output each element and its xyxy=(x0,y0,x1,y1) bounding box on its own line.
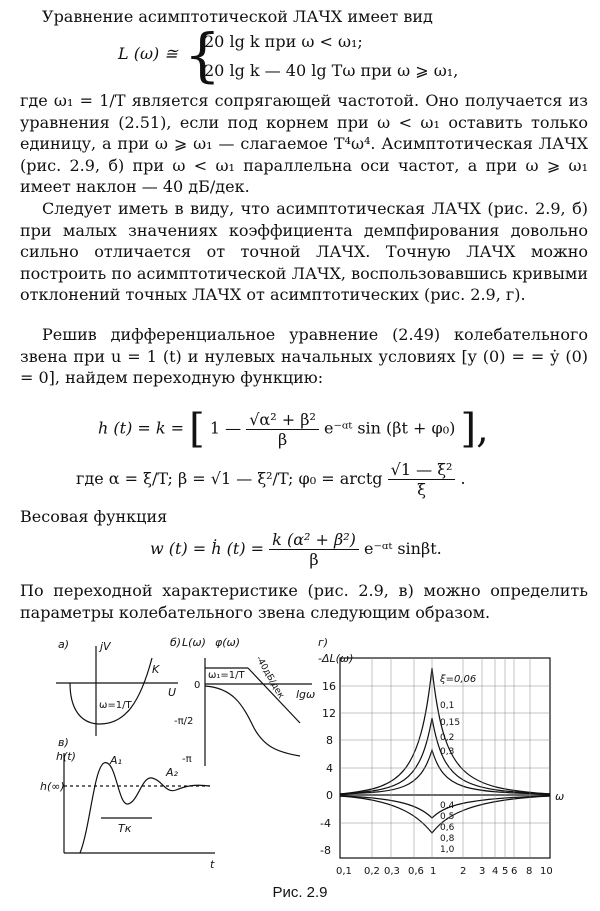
fig-g-xi-5: 0,4 xyxy=(440,801,455,811)
eq2-lhs: h (t) = k = xyxy=(98,418,185,438)
eq1-line2: 20 lg k — 40 lg Tω при ω ⩾ ω₁, xyxy=(204,61,459,80)
fig-g-axis-y: -ΔL(ω) xyxy=(318,652,354,665)
eq4-num: k (α² + β²) xyxy=(269,530,359,550)
fig-a-u: U xyxy=(168,686,177,699)
fig-g-xi-7: 0,6 xyxy=(440,823,455,833)
fig-g-xtick-1: 0,2 xyxy=(364,866,380,877)
fig-g-ytick-5: -4 xyxy=(320,817,331,830)
fig-g-xtick-4: 1 xyxy=(430,866,437,877)
fig-b-tick-0: 0 xyxy=(194,680,201,691)
eq4-fraction xyxy=(269,530,359,569)
eq3-fraction xyxy=(388,460,456,499)
fig-a-curve xyxy=(70,658,152,724)
fig-g-xtick-3: 0,6 xyxy=(408,866,424,877)
eq4-lhs: w (t) = ḣ (t) = xyxy=(150,539,265,558)
fig-v-a1: A₁ xyxy=(110,754,122,767)
eq2 xyxy=(98,406,489,452)
fig-g-xi-6: 0,5 xyxy=(440,812,455,822)
fig-b-phi: φ(ω) xyxy=(215,636,241,649)
fig-g-xi-8: 0,8 xyxy=(440,834,455,844)
para3: Решив дифференциальное уравнение (2.49) колебательного звена при u = 1 (t) и нулевых начальных условиях [y (0) = = ẏ (0) = 0], найдем переходную функцию: xyxy=(20,325,588,387)
fig-b-tick-2: -π xyxy=(182,754,192,765)
fig-b-phase xyxy=(205,686,300,756)
fig-g-xtick-7: 4 xyxy=(492,866,499,877)
fig-g-xtick-9: 6 xyxy=(511,866,518,877)
fig-b-tick-1: -π/2 xyxy=(174,716,194,727)
eq2-den: β xyxy=(277,429,288,449)
fig-v-hinf: h(∞) xyxy=(40,780,65,793)
fig-a-point: ω=1/T xyxy=(99,700,132,711)
fig-g-ytick-0: 16 xyxy=(322,680,336,693)
fig-g-xi-1: 0,1 xyxy=(440,701,455,711)
fig-b-label: б) xyxy=(170,636,182,649)
weight-label: Весовая функция xyxy=(20,507,168,526)
fig-g-xtick-10: 8 xyxy=(526,866,533,877)
fig-g-xtick-6: 3 xyxy=(479,866,486,877)
fig-v-a2: A₂ xyxy=(166,766,178,779)
fig-b-lg: lgω xyxy=(296,688,316,701)
fig-b-omega: ω₁=1/T xyxy=(208,670,245,681)
para1: где ω₁ = 1/T является сопрягающей частотой. Оно получается из уравнения (2.51), если под корнем при ω < ω₁ оставить только единицу, а при ω ⩾ ω₁ — слагаемое T⁴ω⁴. Асимптотическая ЛАЧХ (рис. 2.9, б) при ω < ω₁ параллельна оси частот, а при ω ⩾ ω₁ имеет наклон — 40 дБ/дек. xyxy=(20,91,588,196)
eq2-fraction xyxy=(246,410,319,449)
fig-b-slope-label: -40дБ/дек xyxy=(253,654,286,701)
fig-g-xtick-5: 2 xyxy=(460,866,467,877)
eq2-one: 1 — xyxy=(209,418,242,438)
eq4-tail: e⁻ᵅᵗ sinβt. xyxy=(364,539,442,558)
eq4 xyxy=(150,530,442,569)
fig-g-xtick-0: 0,1 xyxy=(336,866,352,877)
fig-g-xtick-8: 5 xyxy=(502,866,509,877)
fig-v-label: в) xyxy=(58,736,69,749)
eq2-tail: e⁻ᵅᵗ sin (βt + φ₀) xyxy=(323,418,456,438)
fig-a-label: а) xyxy=(58,638,70,651)
fig-g-ytick-1: 12 xyxy=(322,707,336,720)
fig-g-label: г) xyxy=(318,636,329,649)
fig-g-xtick-2: 0,3 xyxy=(384,866,400,877)
eq3-num: √1 — ξ² xyxy=(388,460,456,480)
intro-text: Уравнение асимптотической ЛАЧХ имеет вид xyxy=(42,7,433,26)
fig-g-ytick-4: 0 xyxy=(326,789,333,802)
fig-v-h: h(t) xyxy=(56,750,76,763)
fig-g-ytick-6: -8 xyxy=(320,844,331,857)
eq4-den: β xyxy=(309,550,319,569)
fig-a-jv: jV xyxy=(100,640,111,653)
fig-v-tk: Tк xyxy=(118,822,132,835)
fig-a-k: K xyxy=(152,663,160,676)
fig-g-xtick-11: 10 xyxy=(540,866,553,877)
eq2-bracket-right: ], xyxy=(460,406,489,452)
fig-v-curve xyxy=(80,763,210,853)
eq3-pre: где α = ξ/T; β = √1 — ξ²/T; φ₀ = arctg xyxy=(76,469,383,488)
fig-g-xi-0: ξ=0,06 xyxy=(440,674,477,685)
fig-g-ytick-3: 4 xyxy=(326,762,333,775)
eq3-den: ξ xyxy=(417,480,426,499)
para4: По переходной характеристике (рис. 2.9, в) можно определить параметры колебательного звена следующим образом. xyxy=(20,581,588,622)
eq1-line1: 20 lg k при ω < ω₁; xyxy=(204,32,363,51)
fig-g-xi-9: 1,0 xyxy=(440,845,455,855)
fig-g-ytick-2: 8 xyxy=(326,734,333,747)
figure-caption: Рис. 2.9 xyxy=(272,884,328,901)
eq3: где α = ξ/T; β = √1 — ξ²/T; φ₀ = arctg $\frac{\text{√1 — ξ²}}{\xi}$ . xyxy=(76,460,466,499)
fig-b-l: L(ω) xyxy=(182,636,206,649)
eq1-lhs: L (ω) ≅ xyxy=(118,44,178,63)
fig-g-xi-2: 0,15 xyxy=(440,718,461,728)
eq2-bracket-left: [ xyxy=(189,406,205,452)
fig-v-t: t xyxy=(210,858,215,871)
figure-2-9 xyxy=(0,628,600,888)
fig-g-xi-3: 0,2 xyxy=(440,733,455,743)
fig-g-xi-4: 0,3 xyxy=(440,747,455,757)
eq2-num: √α² + β² xyxy=(246,410,319,430)
para2: Следует иметь в виду, что асимптотическая ЛАЧХ (рис. 2.9, б) при малых значениях коэффициента демпфирования довольно сильно отличается от точной ЛАЧХ. Точную ЛАЧХ можно построить по асимптотической ЛАЧХ, воспользовавшись кривыми отклонений точных ЛАЧХ от асимптотических (рис. 2.9, г). xyxy=(20,199,588,304)
fig-g-axis-x: ω xyxy=(555,790,565,803)
eq1-brace: { xyxy=(184,21,221,89)
